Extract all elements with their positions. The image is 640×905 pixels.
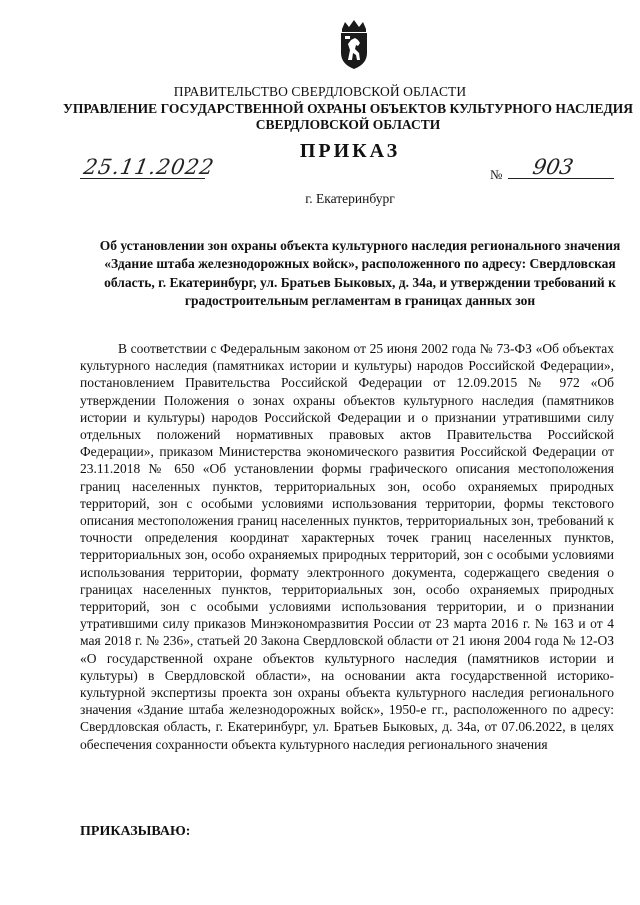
document-number: 903	[530, 155, 576, 179]
government-name: ПРАВИТЕЛЬСТВО СВЕРДЛОВСКОЙ ОБЛАСТИ	[173, 84, 467, 99]
number-label: №	[490, 167, 503, 182]
preamble-paragraph: В соответствии с Федеральным законом от 25 июня 2002 года № 73-ФЗ «Об объектах культурного наследия (памятниках истории и культуры) народов Российской Федерации», постановлением Правительства Российской Федерации от 12.09.2015 № 972 «Об утверждении Положения о зонах охраны объектов культурного наследия (памятников истории и культуры) народов Российской Федерации и о признании утратившими силу отдельных положений нормативных правовых актов Правительства Российской Федерации», приказом Министерства экономического развития Российской Федерации от 23.11.2018 № 650 «Об установлении формы графического описания местоположения границ населенных пунктов, территориальных зон, особо охраняемых природных территорий, зон с особыми условиями использования территории, формы текстового описания местоположения границ населенных пунктов, территориальных зон, требований к точности определения координат характерных точек границ населенных пунктов, территориальных зон, особо охраняемых природных территорий, зон с особыми условиями использования территории, формату электронного документа, содержащего сведения о границах населенных пунктов, территориальных зон, особо охраняемых природных территорий, зон с особыми условиями использования территории, и о признании утратившими силу приказов Минэкономразвития России от 23 марта 2016 г. № 163 и от 4 мая 2018 г. № 236», статьей 20 Закона Свердловской области от 21 июня 2004 года № 12-ОЗ «О государственной охране объектов культурного наследия (памятников истории и культуры) в Свердловской области», на основании акта государственной историко-культурной экспертизы проекта зон охраны объекта культурного наследия регионального значения «Здание штаба железнодорожных войск», 1950-е гг., расположенного по адресу: Свердловская область, г. Екатеринбург, ул. Братьев Быковых, д. 34а, от 07.06.2022, в целях обеспечения сохранности объекта культурного наследия регионального значения	[80, 341, 614, 752]
document-type: ПРИКАЗ	[299, 140, 401, 162]
department-name: УПРАВЛЕНИЕ ГОСУДАРСТВЕННОЙ ОХРАНЫ ОБЪЕКТОВ КУЛЬТУРНОГО НАСЛЕДИЯ СВЕРДЛОВСКОЙ ОБЛАСТИ	[62, 101, 634, 132]
document-date: 25.11.2022	[81, 155, 217, 179]
number-underline	[508, 178, 614, 179]
city: г. Екатеринбург	[305, 191, 395, 206]
sverdlovsk-coat-of-arms-icon	[336, 20, 372, 70]
document-title: Об установлении зон охраны объекта культурного наследия регионального значения «Здание штаба железнодорожных войск», расположенного по адресу: Свердловская область, г. Екатеринбург, ул. Братьев Быковых, д. 34а, и утверждении требований к градостроительным регламентам в границах данных зон	[99, 238, 621, 309]
order-word: ПРИКАЗЫВАЮ:	[80, 824, 191, 839]
date-underline	[80, 178, 205, 179]
